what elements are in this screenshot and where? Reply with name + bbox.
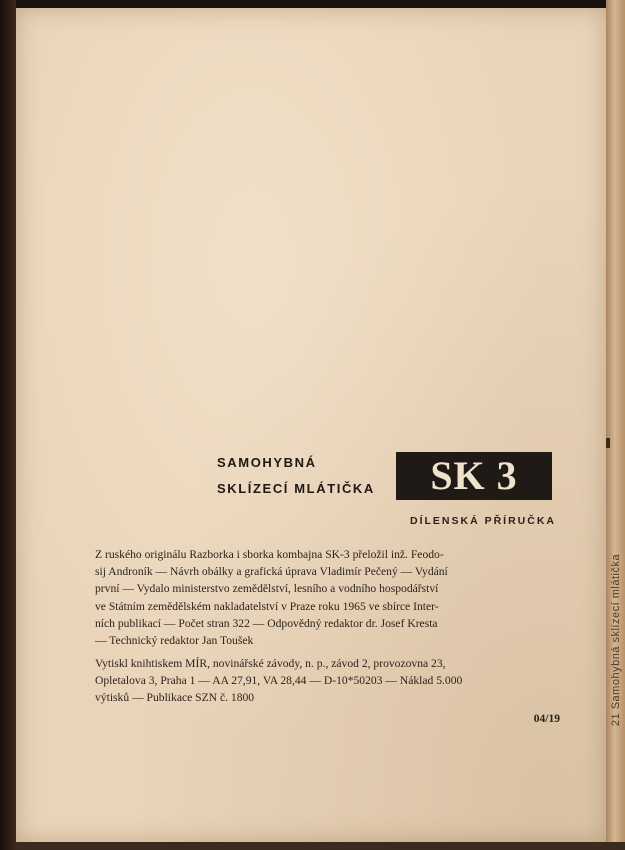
title-line-2: SKLÍZECÍ MLÁTIČKA (217, 481, 375, 496)
imprint-line: Opletalova 3, Praha 1 — AA 27,91, VA 28,44 — D-10*50203 — Náklad 5.000 (95, 674, 463, 688)
imprint-line: — Technický redaktor Jan Toušek (95, 634, 254, 648)
subtitle: DÍLENSKÁ PŘÍRUČKA (409, 515, 556, 527)
imprint-line: ve Státním zemědělském nakladatelství v Praze roku 1965 ve sbírce Inter- (95, 599, 439, 613)
imprint-line: sij Androník — Návrh obálky a grafická úprava Vladimír Pečený — Vydání (95, 565, 448, 579)
imprint-line: výtisků — Publikace SZN č. 1800 (95, 691, 255, 705)
imprint-line: Vytiskl knihtiskem MÍR, novinářské závody, n. p., závod 2, provozovna 23, (95, 657, 446, 670)
imprint-paragraph-2 (95, 655, 559, 707)
imprint-paragraph-1 (95, 546, 559, 649)
model-badge: SK 3 (396, 452, 552, 500)
print-code: 04/19 (533, 713, 560, 725)
title-block (217, 452, 375, 500)
title-line-1: SAMOHYBNÁ (217, 455, 317, 470)
imprint-line: Z ruského originálu Razborka i sborka kombajna SK-3 přeložil inž. Feodo- (95, 548, 444, 561)
spine-title: 21 Samohybná sklízecí mlátička (610, 553, 622, 727)
scan-left-edge (0, 0, 16, 850)
spine-mark (606, 438, 610, 448)
imprint-line: první — Vydalo ministerstvo zemědělství, lesního a vodního hospodářství (95, 582, 439, 596)
imprint-line: ních publikací — Počet stran 322 — Odpovědný redaktor dr. Josef Kresta (95, 616, 438, 630)
scan-bottom-edge (16, 842, 625, 850)
